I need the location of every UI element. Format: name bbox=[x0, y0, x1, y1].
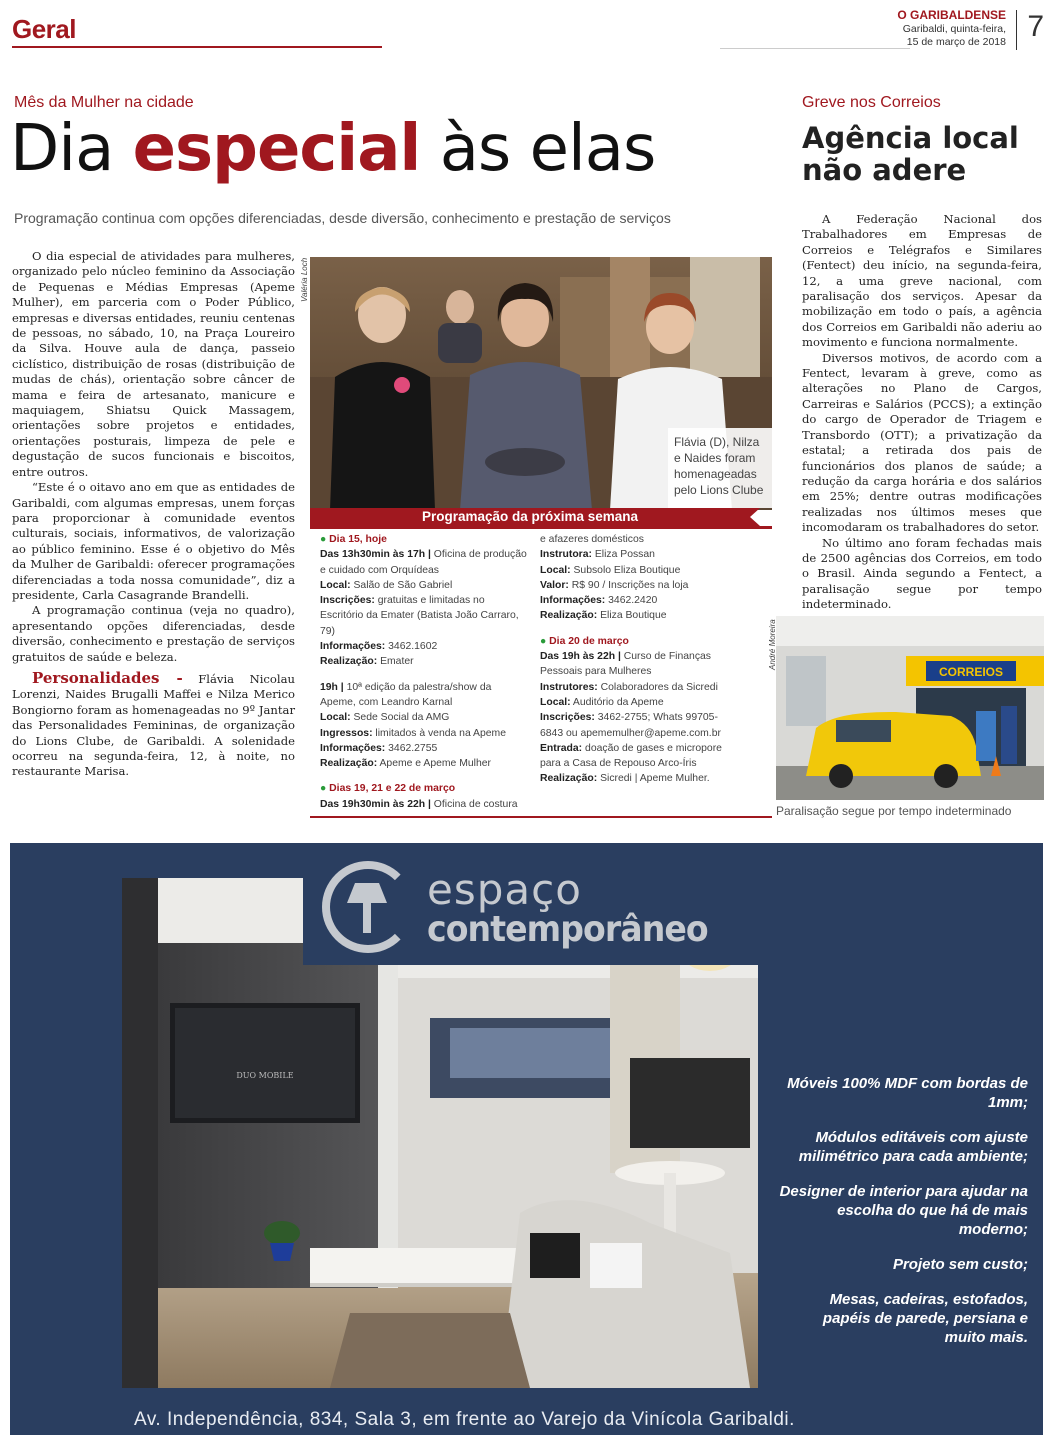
right-body-column bbox=[802, 212, 1042, 613]
ad-brand-line1: espaço bbox=[427, 865, 582, 914]
programming-entry-text: 3462.2755 bbox=[385, 742, 438, 754]
main-paragraph: A programação continua (veja no quadro), apresentando opções diferenciadas, desde diversão, conhecimento e prestação de serviços gratuitos de saúde e beleza. bbox=[12, 603, 295, 664]
right-headline-line2: não adere bbox=[802, 153, 967, 187]
programming-entry-text: Eliza Boutique bbox=[597, 610, 667, 622]
personalidades-label: Personalidades - bbox=[32, 668, 183, 687]
tv-brand-text: DUO MOBILE bbox=[236, 1071, 294, 1080]
programming-rule bbox=[310, 526, 772, 529]
programming-entry-label: Local: bbox=[540, 564, 571, 576]
programming-bottom-rule bbox=[310, 816, 772, 818]
programming-entry-label: Realização: bbox=[540, 610, 598, 622]
programming-day-label: Dia 15, hoje bbox=[329, 534, 387, 545]
programming-gap bbox=[320, 670, 528, 680]
programming-entry bbox=[540, 608, 728, 623]
programming-entry-text: Oficina de costura bbox=[430, 798, 518, 810]
main-paragraph: “Este é o oitavo ano em que as entidades de Garibaldi, com algumas empresas, unem forças para proporcionar à comunidade eventos culturais, sociais, informativos, de valorização ao público feminino. Esse é o objetivo do Mês da Mulher de Garibaldi: oferecer programações diferenciadas a toda nossa comunidade”, diz a presidente, Carla Casagrande Brandelli. bbox=[12, 480, 295, 602]
programming-entry-text: 3462-2755; Whats 99705-6843 ou apememulher@apeme.com.br bbox=[540, 712, 721, 739]
programming-entry bbox=[320, 756, 528, 771]
programming-entry bbox=[540, 741, 728, 772]
right-headline bbox=[802, 122, 1019, 186]
programming-entry-label: 19h | bbox=[320, 681, 344, 693]
programming-entry-text: 3462.1602 bbox=[385, 641, 438, 653]
right-photo-caption: Paralisação segue por tempo indeterminado bbox=[776, 804, 1012, 818]
section-rule bbox=[12, 46, 382, 48]
programming-entry-text: Eliza Possan bbox=[591, 549, 655, 561]
programming-entry-text: gratuitas e limitadas no Escritório da Emater (Batista João Carraro, 79) bbox=[320, 595, 519, 637]
newspaper-location: Garibaldi, quinta-feira, bbox=[902, 23, 1006, 35]
main-kicker: Mês da Mulher na cidade bbox=[14, 94, 194, 111]
programming-entry-text: 3462.2420 bbox=[605, 595, 658, 607]
section-name: Geral bbox=[12, 14, 76, 44]
bullet-icon: ● bbox=[540, 635, 550, 647]
main-subhead: Programação continua com opções diferenciadas, desde diversão, conhecimento e prestação de serviços bbox=[14, 210, 671, 226]
programming-entry bbox=[540, 695, 728, 710]
programming-entry bbox=[320, 547, 528, 578]
ad-address: Av. Independência, 834, Sala 3, em frente ao Varejo da Vinícola Garibaldi. bbox=[134, 1409, 795, 1430]
programming-title: Programação da próxima semana bbox=[310, 508, 750, 526]
programming-entry-text: e afazeres domésticos bbox=[540, 534, 644, 545]
programming-entry bbox=[540, 547, 728, 562]
programming-entry bbox=[540, 649, 728, 680]
personalidades-text: Flávia Nicolau Lorenzi, Naides Brugalli Maffei e Nilza Merico Bongiorno foram as homenageadas no 9º Jantar das Personalidades Femininas, de organização do Lions Clube, de Garibaldi. A solenidade ocorreu na segunda-feira, 12, à noite, no restaurante Marisa. bbox=[12, 671, 295, 779]
page-divider bbox=[1016, 10, 1017, 50]
programming-entry-text: doação de gases e micropore para a Casa de Repouso Arco-Íris bbox=[540, 742, 722, 770]
programming-entry-label: Realização: bbox=[540, 773, 598, 785]
right-headline-line1: Agência local bbox=[802, 121, 1019, 155]
headline-part1: Dia bbox=[10, 112, 133, 186]
programming-entry-label: Entrada: bbox=[540, 742, 583, 754]
programming-entry-label: Das 13h30min às 17h | bbox=[320, 549, 431, 561]
ad-features-panel-foot bbox=[770, 1359, 910, 1389]
ad-feature-item: Mesas, cadeiras, estofados, papéis de parede, persiana e muito mais. bbox=[822, 1291, 1028, 1346]
programming-entry-text: limitados à venda na Apeme bbox=[372, 727, 506, 739]
right-photo-credit: André Moreira bbox=[768, 619, 777, 670]
programming-entry-text: Oficina de produção e cuidado com Orquídeas bbox=[320, 549, 527, 576]
programming-entry-label: Ingressos: bbox=[320, 727, 373, 739]
bullet-icon: ● bbox=[320, 534, 330, 545]
programming-entry-label: Informações: bbox=[540, 595, 606, 607]
programming-entry bbox=[320, 593, 528, 639]
programming-column-1 bbox=[320, 532, 528, 812]
headline-part2: às elas bbox=[420, 112, 656, 186]
programming-column-2 bbox=[540, 532, 728, 787]
programming-entry bbox=[320, 741, 528, 756]
programming-entry-label: Inscrições: bbox=[320, 595, 375, 607]
ad-brand-line2: contemporâneo bbox=[427, 909, 708, 950]
programming-entry-label: Instrutores: bbox=[540, 681, 598, 693]
programming-entry-label: Local: bbox=[320, 712, 351, 724]
programming-entry bbox=[540, 563, 728, 578]
programming-entry bbox=[540, 532, 728, 547]
programming-entry bbox=[540, 578, 728, 593]
programming-entry bbox=[540, 771, 728, 786]
headline-highlight: especial bbox=[132, 112, 421, 186]
programming-day bbox=[320, 781, 528, 796]
programming-entry-label: Realização: bbox=[320, 656, 378, 668]
photo-caption: Flávia (D), Nilza e Naides foram homenageadas pelo Lions Clube bbox=[668, 428, 772, 508]
programming-entry-text: Auditório da Apeme bbox=[570, 696, 664, 708]
programming-entry-text: Curso de Finanças Pessoais para Mulheres bbox=[540, 651, 711, 678]
programming-entry-label: Valor: bbox=[540, 579, 569, 591]
main-body-column bbox=[12, 249, 295, 780]
programming-entry-label: Informações: bbox=[320, 742, 386, 754]
programming-entry bbox=[540, 593, 728, 608]
programming-day-label: Dia 20 de março bbox=[549, 635, 629, 647]
programming-entry-label: Instrutora: bbox=[540, 549, 592, 561]
programming-entry-label: Informações: bbox=[320, 641, 386, 653]
newspaper-name: O GARIBALDENSE bbox=[897, 8, 1006, 22]
main-paragraph-personalidades bbox=[12, 668, 295, 780]
programming-day-label: Dias 19, 21 e 22 de março bbox=[329, 783, 456, 795]
programming-day bbox=[320, 532, 528, 547]
furniture-advertisement bbox=[10, 843, 1043, 1435]
programming-entry-text: Salão de São Gabriel bbox=[350, 579, 453, 591]
programming-entry-label: Local: bbox=[320, 579, 351, 591]
programming-entry bbox=[540, 680, 728, 695]
programming-title-tail bbox=[750, 508, 760, 526]
main-headline bbox=[10, 114, 655, 184]
right-paragraph: A Federação Nacional dos Trabalhadores em Empresas de Correios e Telégrafos e Similares (Fentect) deu início, na segunda-feira, 12, a uma greve nacional, com paralisação dos serviços. Apesar da mobilização em todo o país, a agência dos Correios em Garibaldi não aderiu ao movimento e funciona normalmente. bbox=[802, 212, 1042, 350]
ad-feature-item: Projeto sem custo; bbox=[892, 1256, 1028, 1273]
programming-entry-text: 10ª edição da palestra/show da Apeme, com Leandro Karnal bbox=[320, 681, 492, 708]
programming-entry-label: Das 19h às 22h | bbox=[540, 651, 621, 663]
right-paragraph: Diversos motivos, de acordo com a Fentect, levaram à greve, como as alterações no Plano de Cargos, Carreiras e Salários (PCCS); a extinção do cargo de Operador de Triagem e Transbordo (OTT); a privatização da estatal; a retirada dos pais de funcionários dos planos de saúde; a redução da carga horária e dos salários em 25%; dentre outras modificações realizadas nos últimos meses que incomodaram os trabalhadores do setor. bbox=[802, 350, 1042, 535]
programming-entry-label: Das 19h30min às 22h | bbox=[320, 798, 431, 810]
programming-entry bbox=[320, 797, 528, 812]
programming-entry bbox=[320, 639, 528, 654]
right-paragraph: No último ano foram fechadas mais de 2500 agências dos Correios, em todo o Brasil. Ainda segundo a Fentect, a paralisação segue por tempo indeterminado. bbox=[802, 535, 1042, 612]
programming-entry bbox=[320, 710, 528, 725]
page-number: 7 bbox=[1027, 10, 1044, 43]
programming-entry-label: Inscrições: bbox=[540, 712, 595, 724]
programming-entry-text: Subsolo Eliza Boutique bbox=[570, 564, 681, 576]
post-office-illustration bbox=[776, 616, 1044, 800]
programming-gap bbox=[320, 771, 528, 781]
ad-features-list bbox=[778, 1074, 1028, 1363]
main-paragraph: O dia especial de atividades para mulheres, organizado pelo núcleo feminino da Associação de Pequenas e Médias Empresas (Apeme Mulher), em parceria com o Poder Público, empresas e diversas entidades, reuniu centenas de pessoas, no sábado, 10, na Praça Loureiro da Silva. Houve aula de dança, passeio ciclístico, distribuição de rosas (distribuição de mudas de chás), orientação sobre câncer de mama e feira de artesanato, manicure e maquiagem, Shiatsu Quick Massagem, orientações sobre projetos e entidades, orientações posturais, limpeza de pele e degustação de sucos funcionais e biscoitos, entre outros. bbox=[12, 249, 295, 479]
right-kicker: Greve nos Correios bbox=[802, 94, 941, 111]
programming-entry-text: Sede Social da AMG bbox=[350, 712, 450, 724]
programming-entry-text: R$ 90 / Inscrições na loja bbox=[568, 579, 689, 591]
photo-credit: Valéria Loch bbox=[300, 257, 309, 302]
bullet-icon: ● bbox=[320, 783, 330, 795]
programming-entry-text: Emater bbox=[377, 656, 414, 668]
programming-entry bbox=[320, 654, 528, 669]
ad-feature-item: Módulos editáveis com ajuste milimétrico para cada ambiente; bbox=[798, 1129, 1028, 1165]
ad-feature-item: Móveis 100% MDF com bordas de 1mm; bbox=[787, 1075, 1028, 1111]
ad-feature-item: Designer de interior para ajudar na escolha do que há de mais moderno; bbox=[779, 1183, 1028, 1238]
correios-sign-text: CORREIOS bbox=[938, 665, 1004, 679]
post-office-photo bbox=[776, 616, 1044, 800]
programming-entry-label: Local: bbox=[540, 696, 571, 708]
programming-entry-text: Sicredi | Apeme Mulher. bbox=[597, 773, 710, 785]
programming-entry-text: Apeme e Apeme Mulher bbox=[377, 758, 491, 770]
programming-entry-text: Colaboradores da Sicredi bbox=[597, 681, 718, 693]
programming-gap bbox=[540, 624, 728, 634]
newspaper-date: 15 de março de 2018 bbox=[906, 36, 1006, 48]
programming-day bbox=[540, 634, 728, 649]
programming-entry-label: Realização: bbox=[320, 758, 378, 770]
programming-entry bbox=[320, 726, 528, 741]
programming-entry bbox=[320, 578, 528, 593]
programming-entry bbox=[540, 710, 728, 741]
programming-entry bbox=[320, 680, 528, 711]
header-rule bbox=[720, 48, 910, 49]
